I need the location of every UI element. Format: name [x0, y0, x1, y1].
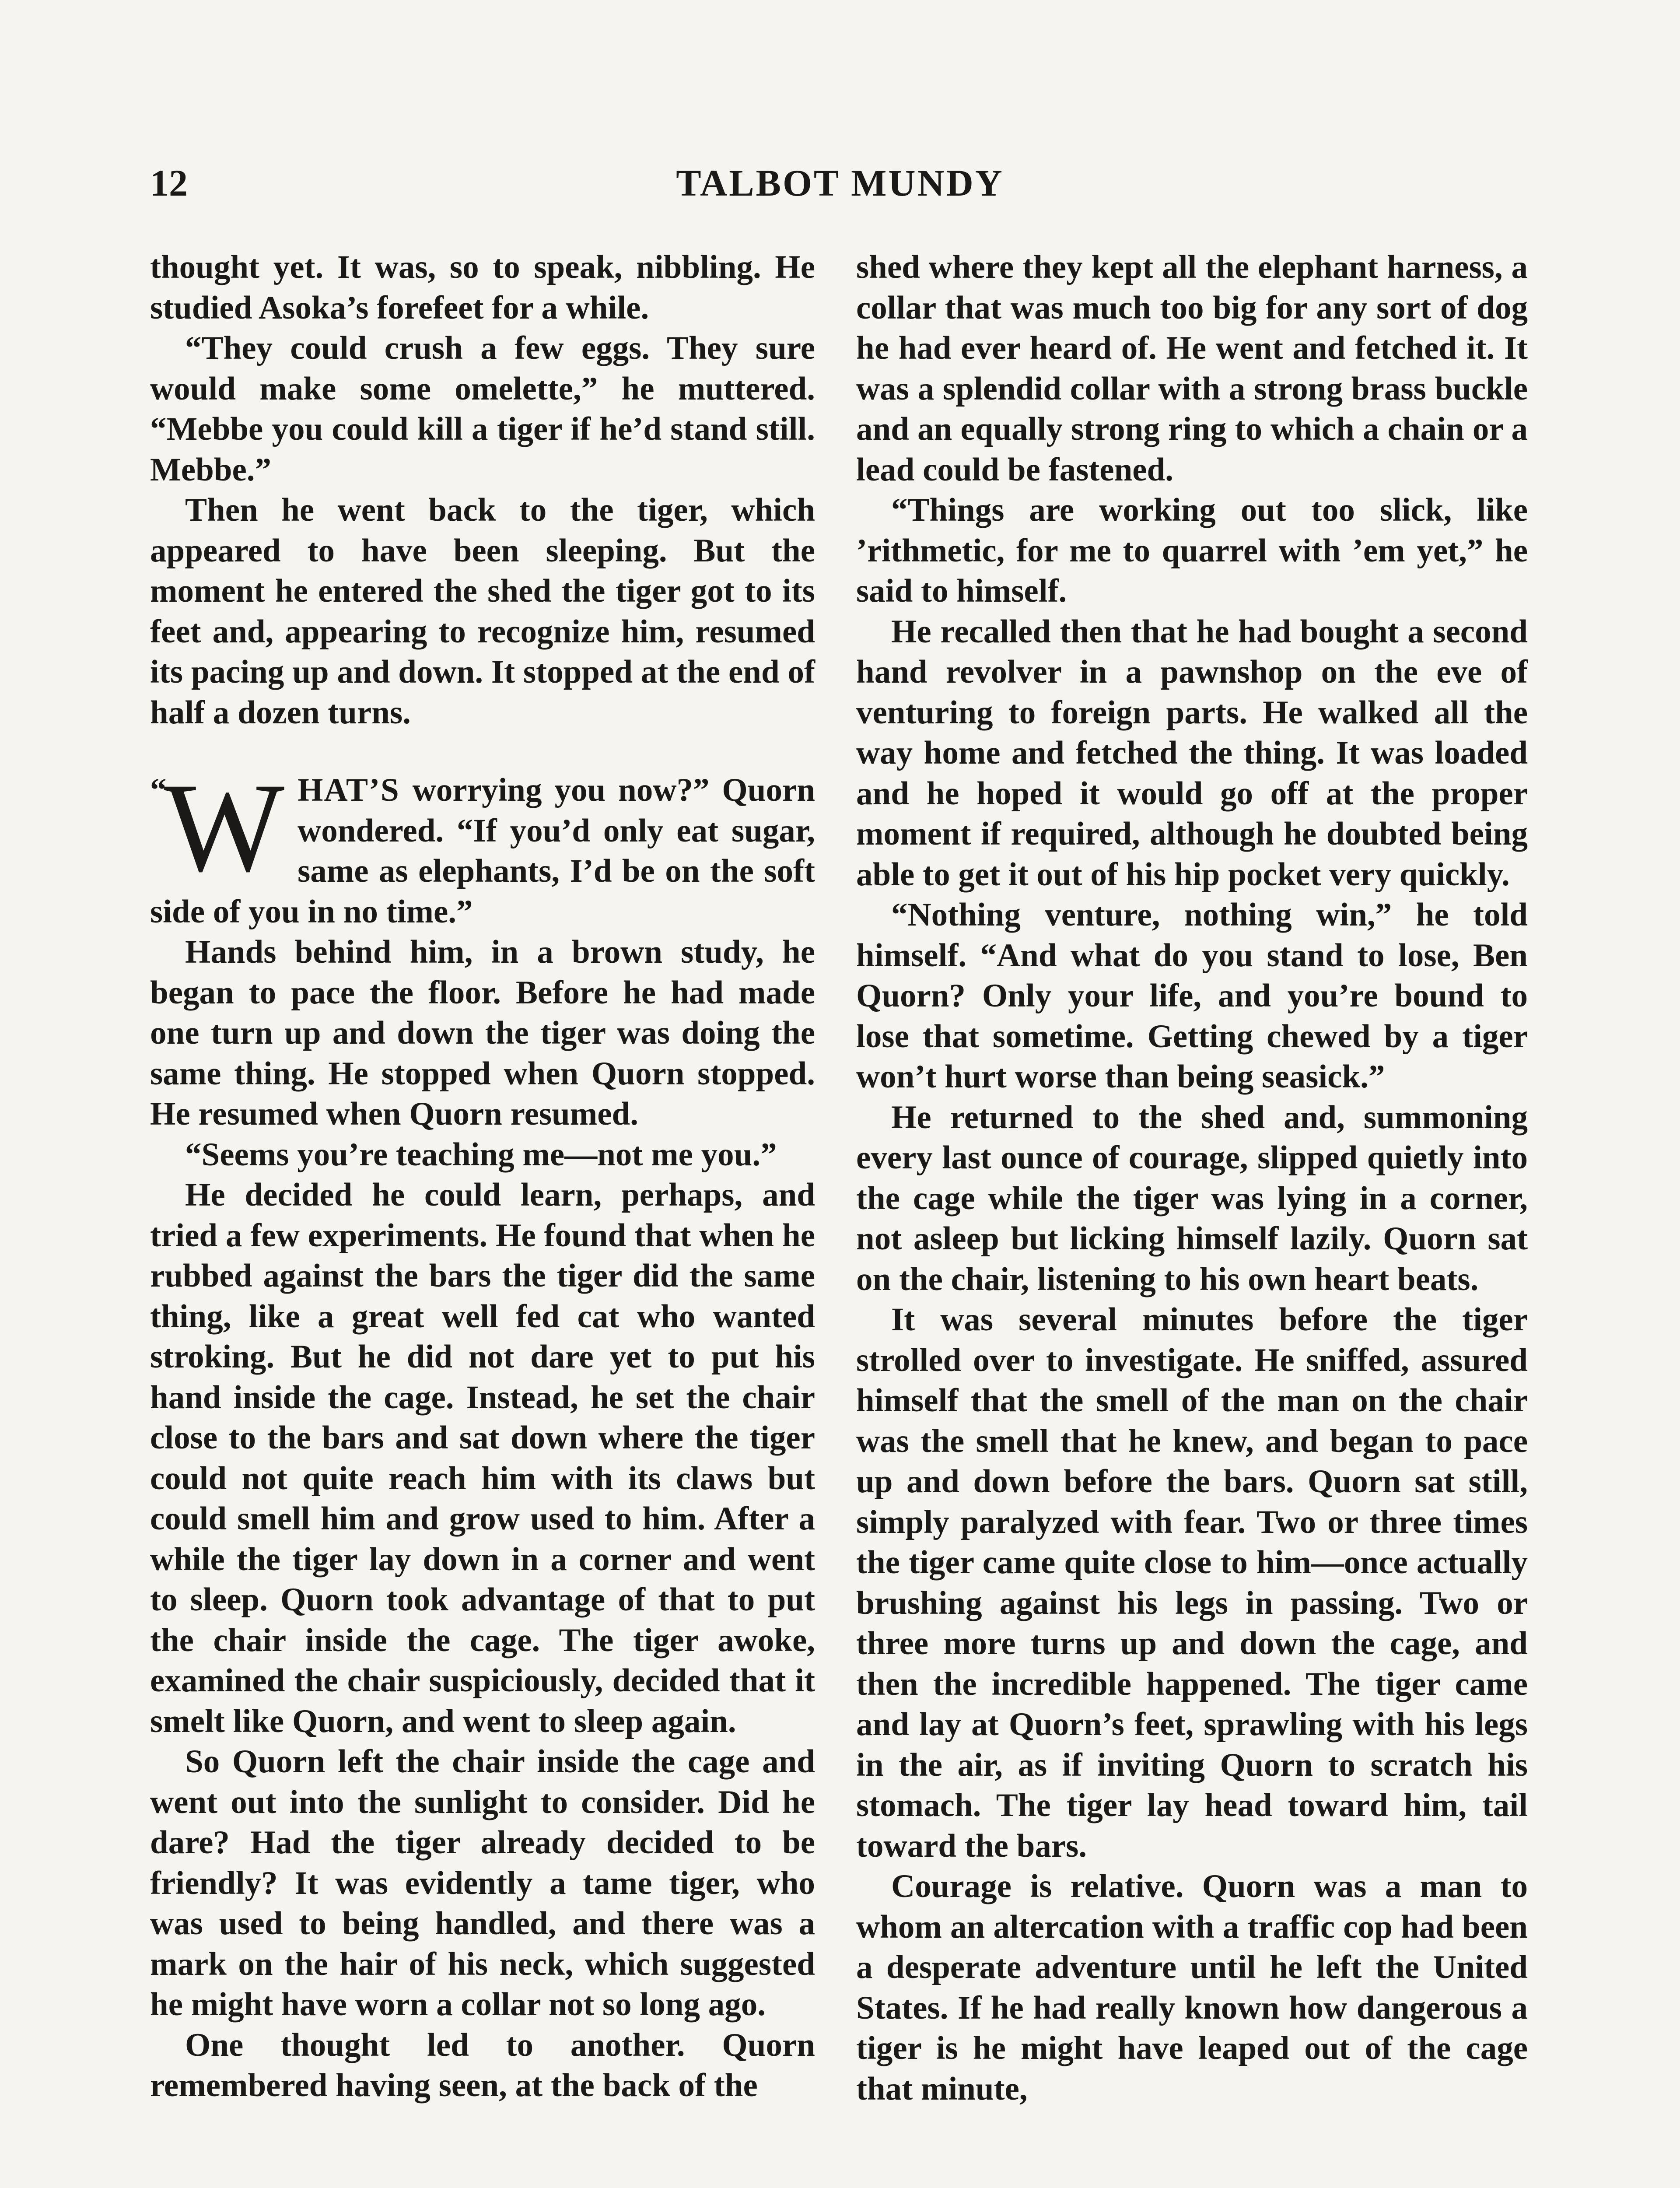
paragraph: thought yet. It was, so to speak, nibbling. He studied Asoka’s forefeet for a while. [150, 249, 815, 326]
left-column [150, 247, 815, 2106]
paragraph: “Things are working out too slick, like ’rithmetic, for me to quarrel with ’em yet,” he said to himself. [856, 492, 1528, 609]
paragraph: shed where they kept all the elephant harness, a collar that was much too big for any sort of dog he had ever heard of. He went and fetched it. It was a splendid collar with a strong brass buckle and an equally strong ring to which a chain or a lead could be fastened. [856, 249, 1528, 488]
open-quote: “ [150, 772, 167, 808]
paragraph: “Nothing venture, nothing win,” he told himself. “And what do you stand to lose, Ben Quorn? Only your life, and you’re bound to lose that sometime. Getting chewed by a tiger won’t hurt worse than being seasick.” [856, 897, 1528, 1095]
paragraph: He returned to the shed and, summoning every last ounce of courage, slipped quietly into the cage while the tiger was lying in a corner, not asleep but licking himself lazily. Quorn sat on the chair, listening to his own heart beats. [856, 1099, 1528, 1297]
paragraph: “Seems you’re teaching me—not me you.” [185, 1136, 777, 1173]
paragraph: “They could crush a few eggs. They sure would make some omelette,” he muttered. “Mebbe you could kill a tiger if he’d stand still. Mebbe.” [150, 330, 815, 488]
paragraph: Hands behind him, in a brown study, he began to pace the floor. Before he had made one turn up and down the tiger was doing the same thing. He stopped when Quorn stopped. He resumed when Quorn resumed. [150, 934, 815, 1132]
running-head: TALBOT MUNDY [676, 162, 1004, 204]
paragraph: He recalled then that he had bought a second hand revolver in a pawnshop on the eve of venturing to foreign parts. He walked all the way home and fetched the thing. It was loaded and he hoped it would go off at the proper moment if required, although he doubted being able to get it out of his hip pocket very quickly. [856, 613, 1528, 893]
page-number: 12 [150, 162, 188, 204]
drop-cap: W [164, 757, 285, 898]
paragraph: One thought led to another. Quorn remembered having seen, at the back of the [150, 2027, 815, 2104]
dropcap-paragraph [150, 757, 815, 932]
page-header [0, 161, 1680, 218]
paragraph: It was several minutes before the tiger strolled over to investigate. He sniffed, assured himself that the smell of the man on the chair was the smell that he knew, and began to pace up and down before the bars. Quorn sat still, simply paralyzed with fear. Two or three times the tiger came quite close to him—once actually brushing against his legs in passing. Two or three more turns up and down the cage, and then the incredible happened. The tiger came and lay at Quorn’s feet, sprawling with his legs in the air, as if inviting Quorn to scratch his stomach. The tiger lay head toward him, tail toward the bars. [856, 1301, 1528, 1864]
small-caps-lead: HAT’S [298, 772, 400, 808]
paragraph-text: worrying you now?” Quorn wondered. “If you’d only eat sugar, same as elephants, I’d be on the soft side of you in no time.” [150, 772, 815, 930]
right-column [856, 247, 1528, 2109]
paragraph: Courage is relative. Quorn was a man to whom an altercation with a traffic cop had been a desperate adventure until he left the United States. If he had really known how dangerous a tiger is he might have leaped out of the cage that minute, [856, 1868, 1528, 2107]
paragraph: So Quorn left the chair inside the cage and went out into the sunlight to consider. Did he dare? Had the tiger already decided to be friendly? It was evidently a tame tiger, who was used to being handled, and there was a mark on the hair of his neck, which suggested he might have worn a collar not so long ago. [150, 1743, 815, 2023]
paragraph: Then he went back to the tiger, which appeared to have been sleeping. But the moment he entered the shed the tiger got to its feet and, appearing to recognize him, resumed its pacing up and down. It stopped at the end of half a dozen turns. [150, 492, 815, 731]
paragraph: He decided he could learn, perhaps, and tried a few experiments. He found that when he rubbed against the bars the tiger did the same thing, like a great well fed cat who wanted stroking. But he did not dare yet to put his hand inside the cage. Instead, he set the chair close to the bars and sat down where the tiger could not quite reach him with its claws but could smell him and grow used to him. After a while the tiger lay down in a corner and went to sleep. Quorn took advantage of that to put the chair inside the cage. The tiger awoke, examined the chair suspiciously, decided that it smelt like Quorn, and went to sleep again. [150, 1177, 815, 1739]
